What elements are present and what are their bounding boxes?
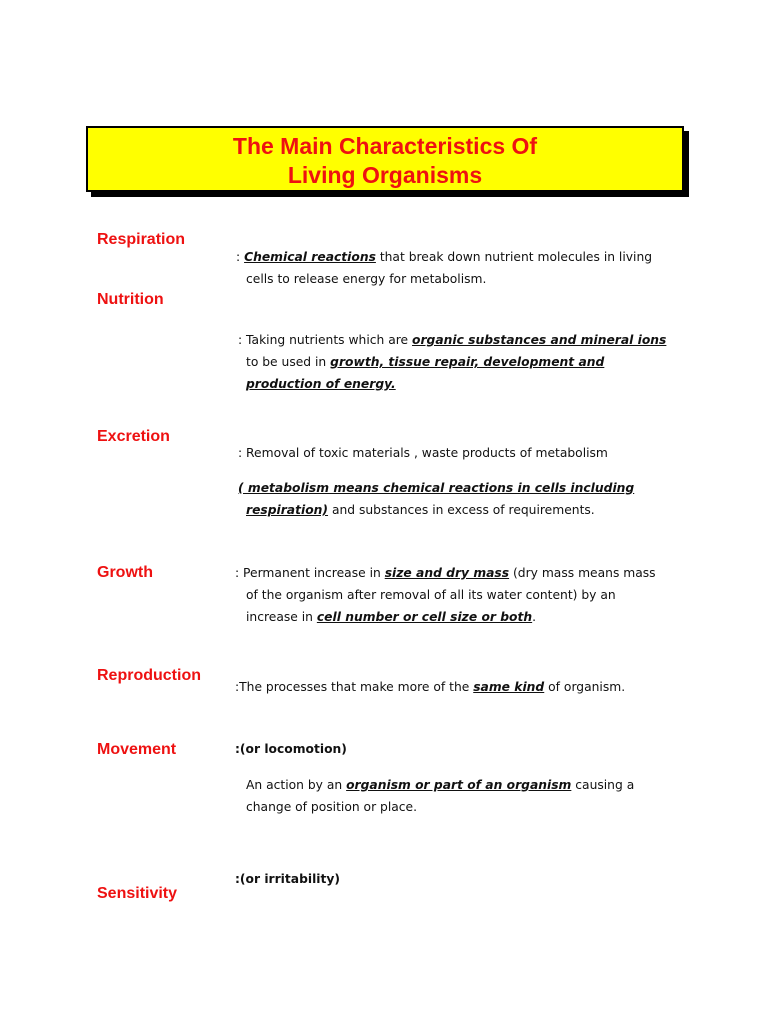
emphasis-text: size and dry mass xyxy=(384,566,510,580)
def-line: of the organism after removal of all its water content) by an xyxy=(246,588,616,602)
def-line xyxy=(235,606,656,628)
def-line: production of energy. xyxy=(246,377,396,391)
def-growth xyxy=(235,562,656,628)
text: that break down nutrient molecules in living xyxy=(375,250,653,264)
text: of organism. xyxy=(544,680,626,694)
term-excretion: Excretion xyxy=(97,428,170,445)
def-line: cells to release energy for metabolism. xyxy=(246,272,487,286)
text: causing a xyxy=(571,778,635,792)
text: increase in xyxy=(246,610,317,624)
term-growth: Growth xyxy=(97,564,153,581)
def-line: ( metabolism means chemical reactions in cells including xyxy=(238,481,635,495)
term-sensitivity: Sensitivity xyxy=(97,885,178,902)
sensitivity-subtitle: :(or irritability) xyxy=(235,872,341,886)
def-line xyxy=(235,676,625,698)
text: : xyxy=(236,250,245,264)
emphasis-text: Chemical reactions xyxy=(244,250,376,264)
def-respiration xyxy=(236,246,652,290)
def-movement xyxy=(246,774,634,818)
def-line xyxy=(235,562,656,584)
text: to be used in xyxy=(246,355,331,369)
def-nutrition xyxy=(238,329,666,395)
emphasis-text: growth, tissue repair, development and xyxy=(330,355,605,369)
def-line: change of position or place. xyxy=(246,800,418,814)
def-line xyxy=(236,246,652,268)
def-excretion xyxy=(238,442,608,464)
def-line xyxy=(238,351,666,373)
text: : Taking nutrients which are xyxy=(238,333,413,347)
text: . xyxy=(532,610,537,624)
def-reproduction xyxy=(235,676,625,698)
term-respiration: Respiration xyxy=(97,231,186,248)
emphasis-text: organism or part of an organism xyxy=(346,778,572,792)
text: (dry mass means mass xyxy=(509,566,656,580)
text: and substances in excess of requirements. xyxy=(328,503,595,517)
term-nutrition: Nutrition xyxy=(97,291,164,308)
emphasis-text: same kind xyxy=(473,680,545,694)
title-box xyxy=(86,126,684,192)
emphasis-text: respiration) xyxy=(246,503,329,517)
def-excretion-note xyxy=(238,477,634,521)
title-line-2: Living Organisms xyxy=(287,162,483,188)
text: :The processes that make more of the xyxy=(235,680,474,694)
def-line xyxy=(246,774,634,796)
title-line-1: The Main Characteristics Of xyxy=(232,133,538,159)
text: : Permanent increase in xyxy=(235,566,385,580)
emphasis-text: cell number or cell size or both xyxy=(316,610,533,624)
def-line xyxy=(238,329,666,351)
term-movement: Movement xyxy=(97,741,177,758)
term-reproduction: Reproduction xyxy=(97,667,201,684)
movement-subtitle: :(or locomotion) xyxy=(235,742,347,756)
def-line: : Removal of toxic materials , waste products of metabolism xyxy=(238,446,608,460)
text: An action by an xyxy=(246,778,347,792)
def-line xyxy=(238,499,634,521)
emphasis-text: organic substances and mineral ions xyxy=(412,333,667,347)
